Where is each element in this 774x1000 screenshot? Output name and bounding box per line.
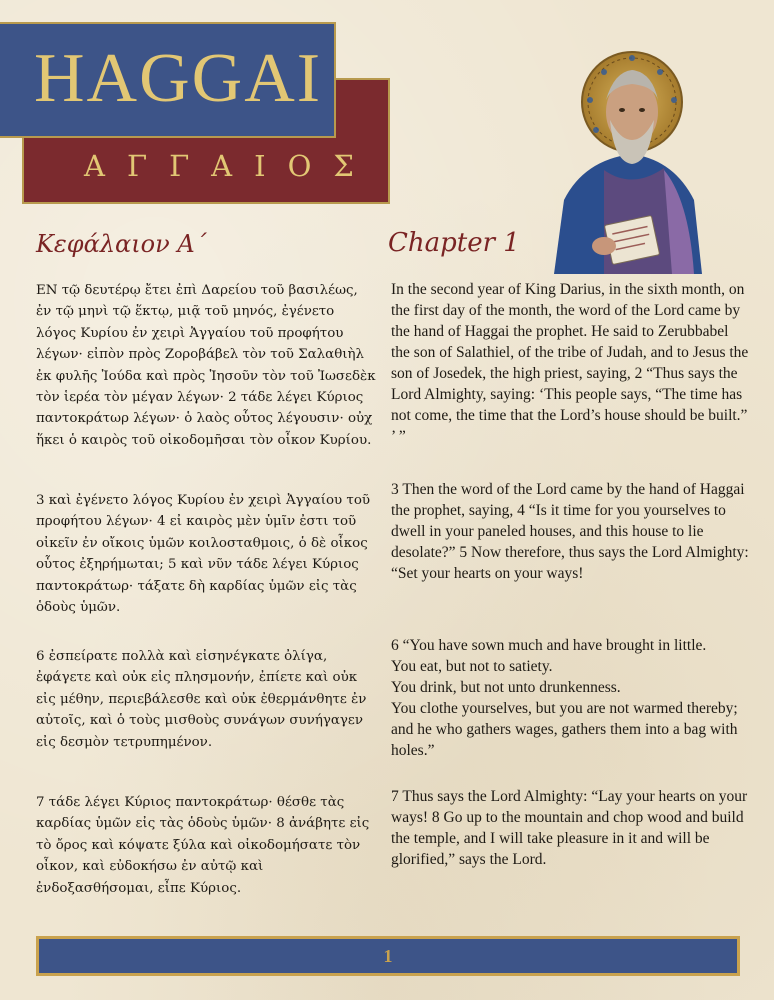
english-line: 6 “You have sown much and have brought in little. — [391, 637, 707, 654]
book-title: HAGGAI — [34, 40, 323, 117]
english-paragraph: 3 Then the word of the Lord came by the hand of Haggai the prophet, saying, 4 “Is it time for you yourselves to dwell in your paneled houses, and this house to lie desolate?” 5 Now therefore, thus says the Lord Almighty: “Set your hearts on your ways! — [391, 481, 749, 582]
greek-paragraph: 3 καὶ ἐγένετο λόγος Κυρίου ἐν χειρὶ Ἀγγαίου τοῦ προφήτου λέγων· 4 εἰ καιρὸς μὲν ὑμῖν ἐστι τοῦ οἰκεῖν ἐν οἴκοις ὑμῶν κοιλοσταθμοις, ὁ δὲ οἶκος οὗτος ἐξηρήμωται; 5 καὶ νῦν τάδε λέγει Κύριος παντοκράτωρ· τάξατε δὴ καρδίας ὑμῶν εἰς τὰς ὁδοὺς ὑμῶν. — [36, 493, 371, 616]
greek-paragraph: 6 ἐσπείρατε πολλὰ καὶ εἰσηνέγκατε ὀλίγα, ἐφάγετε καὶ οὐκ εἰς πλησμονήν, ἐπίετε καὶ οὐκ εἰς μέθην, περιεβάλεσθε καὶ οὐκ ἐθερμάνθητε ἐν αὐτοῖς, καὶ ὁ τοὺς μισθοὺς συνάγων συνήγαγεν εἰς δεσμὸν τετρυπημένον. — [36, 649, 367, 750]
english-paragraph: 7 Thus says the Lord Almighty: “Lay your hearts on your ways! 8 Go up to the mountain and chop wood and build the temple, and I will take pleasure in it and will be glorified,” says the Lord. — [391, 788, 748, 868]
prophet-portrait-icon — [544, 50, 702, 274]
chapter-heading-english: Chapter 1 — [388, 228, 520, 258]
page-number: 1 — [383, 945, 393, 966]
english-line: You drink, but not unto drunkenness. — [391, 679, 621, 696]
book-greek-title: ΑΓΓΑΙΟΣ — [84, 149, 376, 183]
english-line: You eat, but not to satiety. — [391, 658, 553, 675]
english-verse-block — [391, 635, 749, 761]
greek-paragraph: 7 τάδε λέγει Κύριος παντοκράτωρ· θέσθε τὰς καρδίας ὑμῶν εἰς τὰς ὁδοὺς ὑμῶν· 8 ἀνάβητε εἰς τὸ ὄρος καὶ κόψατε ξύλα καὶ οἰκοδομήσατε τὸν οἶκον, καὶ εὐδοκήσω ἐν αὐτῷ καὶ ἐνδοξασθήσομαι, εἶπε Κύριος. — [36, 795, 370, 896]
english-paragraph: In the second year of King Darius, in the sixth month, on the first day of the month, the word of the Lord came by the hand of Haggai the prophet. He said to Zerubbabel the son of Salathiel, of the tribe of Judah, and to Jesus the son of Josedek, the high priest, saying, 2 “Thus says the Lord Almighty, saying: ‘This people says, “The time has not come, the time that the Lord’s house should be built.” ’ ” — [391, 281, 749, 445]
english-line: You clothe yourselves, but you are not warmed thereby; and he who gathers wages, gathers them into a bag with holes.” — [391, 700, 738, 759]
chapter-heading-greek: Κεφάλαιον Α΄ — [36, 230, 207, 258]
greek-paragraph: ΕΝ τῷ δευτέρῳ ἔτει ἐπὶ Δαρείου τοῦ βασιλέως, ἐν τῷ μηνὶ τῷ ἕκτῳ, μιᾷ τοῦ μηνός, ἐγένετο λόγος Κυρίου ἐν χειρὶ Ἀγγαίου τοῦ προφήτου λέγων· εἰπὸν πρὸς Ζοροβάβελ τὸν τοῦ Σαλαθιὴλ ἐκ φυλῆς Ἰούδα καὶ πρὸς Ἰησοῦν τὸν τοῦ Ἰωσεδὲκ τὸν ἱερέα τὸν μέγαν λέγων· 2 τάδε λέγει Κύριος παντοκράτωρ λέγων· ὁ λαὸς οὗτος λέγουσιν· οὐχ ἥκει ὁ καιρὸς τοῦ οἰκοδομῆσαι τὸν οἶκον Κυρίου. — [36, 283, 376, 448]
page-footer — [36, 936, 740, 976]
